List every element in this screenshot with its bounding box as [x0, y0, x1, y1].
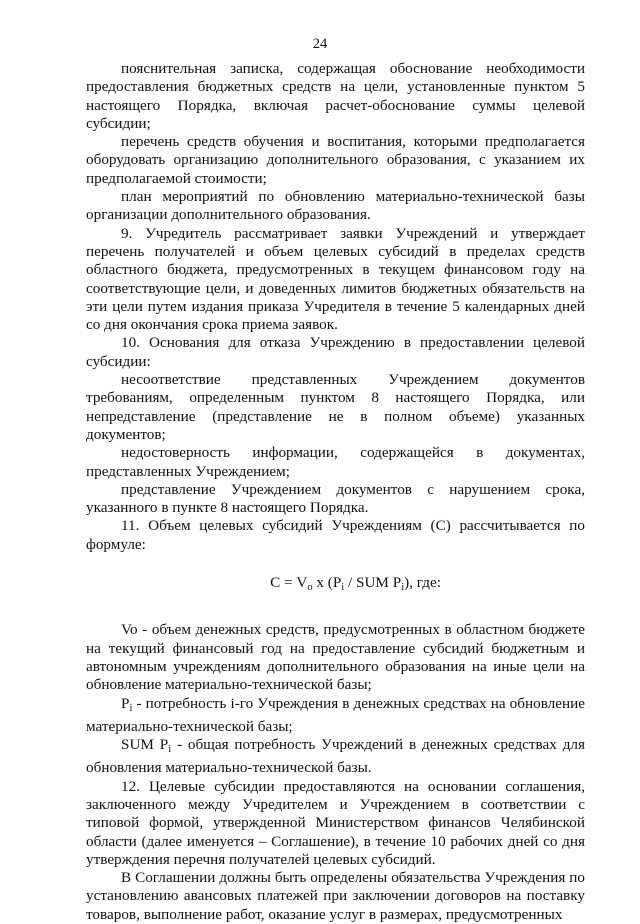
formula-part: С = V: [270, 574, 308, 592]
paragraph: пояснительная записка, содержащая обоснование необходимости предоставления бюджетных средств на цели, установленные пунктом 5 настоящего Порядка, включая расчет-обоснование суммы целевой субсидии;: [86, 60, 585, 132]
subsidy-formula: [86, 574, 585, 597]
paragraph-item-11: 11. Объем целевых субсидий Учреждениям (С) рассчитывается по формуле:: [86, 517, 585, 553]
definition-sum-pi: [86, 736, 585, 778]
formula-part: / SUM P: [344, 574, 402, 592]
paragraph-item-10: 10. Основания для отказа Учреждению в предоставлении целевой субсидии:: [86, 334, 585, 370]
formula-subscript: i: [341, 582, 345, 594]
definition-text: - потребность i-го Учреждения в денежных средствах на обновление материально-технической базы;: [86, 694, 585, 735]
formula-subscript: о: [307, 582, 313, 594]
paragraph: несоответствие представленных Учреждением документов требованиям, определенным пунктом 8 настоящего Порядка, или непредставление (представление не в полном объеме) указанных документов;: [86, 371, 585, 443]
paragraph: недостоверность информации, содержащейся в документах, представленных Учреждением;: [86, 444, 585, 480]
definition-subscript: i: [129, 702, 133, 714]
formula-subscript: i: [401, 582, 405, 594]
paragraph-item-9: 9. Учредитель рассматривает заявки Учреждений и утверждает перечень получателей и объем целевых субсидий в пределах средств областного бюджета, предусмотренных в текущем финансовом году на соответствующие цели, и доведенных лимитов бюджетных обязательств на эти цели путем издания приказа Учредителя в течение 5 календарных дней со дня окончания срока приема заявок.: [86, 224, 585, 334]
definition-symbol: P: [121, 694, 130, 712]
formula-part: x (P: [312, 574, 342, 592]
definition-pi: [86, 695, 585, 737]
paragraph: представление Учреждением документов с нарушением срока, указанного в пункте 8 настоящего Порядка.: [86, 480, 585, 517]
paragraph: В Соглашении должны быть определены обязательства Учреждения по установлению авансовых платежей при заключении договоров на поставку товаров, выполнение работ, оказание услуг в размерах, предусмотренных: [86, 869, 585, 923]
formula-part: ), где:: [404, 574, 441, 592]
paragraph: перечень средств обучения и воспитания, которыми предполагается оборудовать организацию дополнительного образования, с указанием их предполагаемой стоимости;: [86, 133, 585, 187]
definition-symbol: SUM P: [121, 736, 169, 754]
document-body: [86, 60, 585, 924]
definition-vo: Vo - объем денежных средств, предусмотренных в областном бюджете на текущий финансовый год на предоставление субсидий бюджетным и автономным учреждениям дополнительного образования на иные цели на обновление материально-технической базы;: [86, 621, 585, 694]
paragraph: план мероприятий по обновлению материально-технической базы организации дополнительного образования.: [86, 188, 585, 224]
paragraph-item-12: 12. Целевые субсидии предоставляются на основании соглашения, заключенного между Учредителем и Учреждением в соответствии с типовой формой, утвержденной Министерством финансов Челябинской области (далее именуется – Соглашение), в течение 10 рабочих дней со дня утверждения перечня получателей целевых субсидий.: [86, 777, 585, 868]
definition-text: - общая потребность Учреждений в денежных средствах для обновления материально-технической базы.: [86, 736, 585, 777]
page-number: 24: [312, 36, 328, 52]
definition-subscript: i: [168, 744, 172, 756]
